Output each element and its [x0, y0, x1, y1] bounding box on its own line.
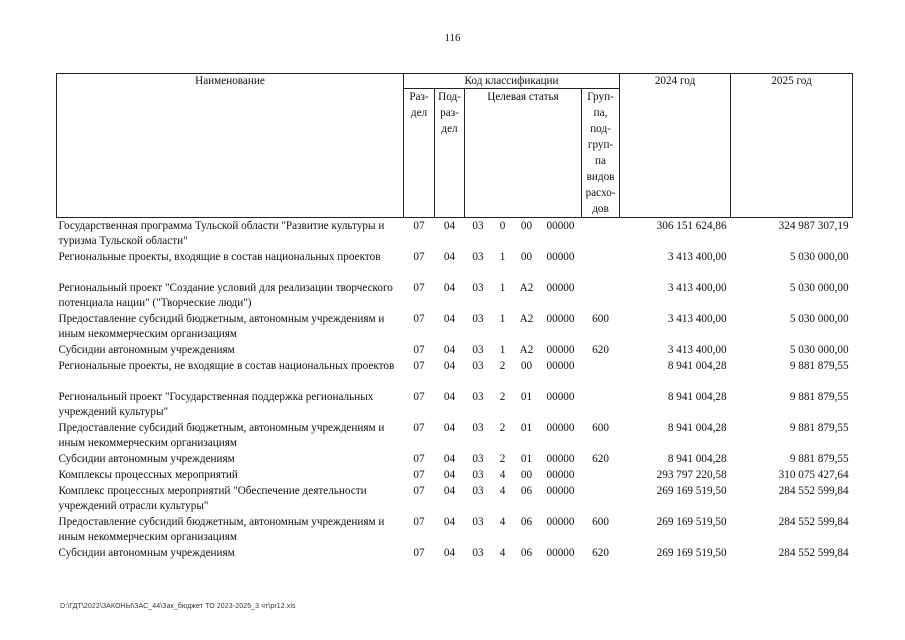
- row-target-code-4: 00000: [546, 391, 575, 403]
- table-row: [57, 249, 853, 280]
- row-target-code-2: 0: [499, 220, 506, 232]
- row-name: Комплекс процессных мероприятий "Обеспечение деятельности учреждений отрасли культуры": [58, 485, 367, 512]
- row-amount-2025: 9 881 879,55: [789, 453, 849, 465]
- header-year-2024: 2024 год: [620, 74, 731, 218]
- row-amount-2025: 284 552 599,84: [778, 485, 849, 497]
- row-section: 07: [413, 360, 425, 372]
- row-section: 07: [413, 453, 425, 465]
- table-row: [57, 451, 853, 467]
- row-target-code-1: 03: [472, 251, 484, 263]
- row-name: Субсидии автономным учреждениям: [58, 547, 235, 559]
- row-subsection: 04: [443, 360, 456, 372]
- row-subsection: 04: [443, 251, 456, 263]
- table-row: [57, 483, 853, 514]
- row-target-code-4: 00000: [546, 251, 575, 263]
- row-subsection: 04: [443, 220, 456, 232]
- row-target-code-2: 4: [499, 516, 506, 528]
- row-target-code-3: 00: [520, 360, 533, 372]
- row-name: Региональные проекты, не входящие в состав национальных проектов: [58, 360, 395, 372]
- row-expense-group: [582, 249, 620, 280]
- row-target-code-1: 03: [472, 469, 484, 481]
- row-amount-2024: 269 169 519,50: [656, 485, 727, 497]
- row-expense-group: 600: [592, 313, 609, 325]
- row-name: Государственная программа Тульской области "Развитие культуры и туризма Тульской области": [58, 220, 385, 247]
- row-target-code-3: 00: [520, 220, 533, 232]
- row-target-code-1: 03: [472, 282, 484, 294]
- row-amount-2024: 269 169 519,50: [656, 547, 727, 559]
- table-row: [57, 514, 853, 545]
- row-target-code-3: 06: [520, 485, 533, 497]
- row-target-code-4: 00000: [546, 360, 575, 372]
- row-target-code-2: 2: [499, 360, 506, 372]
- row-name: Предоставление субсидий бюджетным, автономным учреждениям и иным некоммерческим организациям: [58, 313, 385, 340]
- row-section: 07: [413, 251, 425, 263]
- row-expense-group: [582, 389, 620, 420]
- row-expense-group: [582, 218, 620, 250]
- row-target-code-4: 00000: [546, 516, 575, 528]
- row-amount-2025: 284 552 599,84: [778, 516, 849, 528]
- row-amount-2025: 5 030 000,00: [789, 251, 849, 263]
- row-amount-2024: 3 413 400,00: [667, 313, 727, 325]
- header-subsection: Под- раз- дел: [435, 89, 465, 218]
- row-amount-2024: 306 151 624,86: [656, 220, 727, 232]
- row-target-code-4: 00000: [546, 485, 575, 497]
- row-target-code-4: 00000: [546, 469, 575, 481]
- row-target-code-4: 00000: [546, 344, 575, 356]
- row-expense-group: [582, 467, 620, 483]
- row-subsection: 04: [443, 313, 456, 325]
- row-name: Субсидии автономным учреждениям: [58, 453, 235, 465]
- row-target-code-2: 1: [499, 251, 506, 263]
- table-row: [57, 311, 853, 342]
- row-name: Комплексы процессных мероприятий: [58, 469, 238, 481]
- row-expense-group: [582, 280, 620, 311]
- row-target-code-4: 00000: [546, 313, 575, 325]
- row-target-code-3: А2: [519, 282, 534, 294]
- row-amount-2024: 8 941 004,28: [667, 391, 727, 403]
- row-target-code-1: 03: [472, 485, 484, 497]
- header-name: Наименование: [57, 74, 404, 218]
- row-name: Региональные проекты, входящие в состав национальных проектов: [58, 251, 381, 263]
- row-expense-group: [582, 358, 620, 389]
- page-number: 116: [444, 32, 461, 44]
- row-subsection: 04: [443, 391, 456, 403]
- row-amount-2025: 9 881 879,55: [789, 360, 849, 372]
- row-target-code-1: 03: [472, 391, 484, 403]
- row-section: 07: [413, 469, 425, 481]
- row-amount-2025: 5 030 000,00: [789, 282, 849, 294]
- row-name: Предоставление субсидий бюджетным, автономным учреждениям и иным некоммерческим организациям: [58, 422, 385, 449]
- row-expense-group: [582, 483, 620, 514]
- row-subsection: 04: [443, 485, 456, 497]
- row-amount-2025: 310 075 427,64: [778, 469, 849, 481]
- table-row: [57, 420, 853, 451]
- row-amount-2024: 3 413 400,00: [667, 251, 727, 263]
- row-target-code-1: 03: [472, 220, 484, 232]
- row-target-code-3: 01: [520, 422, 533, 434]
- row-target-code-1: 03: [472, 422, 484, 434]
- row-section: 07: [413, 485, 425, 497]
- row-amount-2024: 8 941 004,28: [667, 422, 727, 434]
- row-subsection: 04: [443, 282, 456, 294]
- row-subsection: 04: [443, 422, 456, 434]
- budget-table-container: [56, 73, 852, 561]
- row-target-code-4: 00000: [546, 220, 575, 232]
- row-target-code-1: 03: [472, 344, 484, 356]
- row-subsection: 04: [443, 453, 456, 465]
- table-row: [57, 358, 853, 389]
- row-target-code-4: 00000: [546, 422, 575, 434]
- row-section: 07: [413, 344, 425, 356]
- row-name: Субсидии автономным учреждениям: [58, 344, 235, 356]
- row-amount-2025: 5 030 000,00: [789, 313, 849, 325]
- row-target-code-2: 4: [499, 469, 506, 481]
- row-section: 07: [413, 282, 425, 294]
- row-section: 07: [413, 516, 425, 528]
- row-target-code-4: 00000: [546, 453, 575, 465]
- row-section: 07: [413, 547, 425, 559]
- row-target-code-3: 01: [520, 391, 533, 403]
- row-target-code-2: 2: [499, 391, 506, 403]
- row-target-code-2: 1: [499, 344, 506, 356]
- header-expense-group: Груп- па, под- груп- па видов расхо- дов: [582, 89, 620, 218]
- row-target-code-2: 4: [499, 547, 506, 559]
- table-body: [57, 218, 853, 562]
- row-amount-2025: 324 987 307,19: [778, 220, 849, 232]
- row-amount-2024: 293 797 220,58: [656, 469, 727, 481]
- row-amount-2024: 8 941 004,28: [667, 360, 727, 372]
- row-subsection: 04: [443, 547, 456, 559]
- row-section: 07: [413, 220, 425, 232]
- row-subsection: 04: [443, 344, 456, 356]
- row-target-code-2: 4: [499, 485, 506, 497]
- row-target-code-2: 1: [499, 313, 506, 325]
- row-section: 07: [413, 391, 425, 403]
- row-target-code-1: 03: [472, 313, 484, 325]
- row-subsection: 04: [443, 516, 456, 528]
- table-row: [57, 342, 853, 358]
- header-year-2025: 2025 год: [731, 74, 853, 218]
- row-target-code-3: А2: [519, 344, 534, 356]
- row-amount-2025: 5 030 000,00: [789, 344, 849, 356]
- row-subsection: 04: [443, 469, 456, 481]
- footer-file-path: D:\ГДТ\2022\ЗАКОНЫ\ЗАС_44\Зак_бюджет ТО 2023-2025_3 чт\pr12.xls: [60, 603, 296, 610]
- row-name: Предоставление субсидий бюджетным, автономным учреждениям и иным некоммерческим организациям: [58, 516, 385, 543]
- row-target-code-4: 00000: [546, 282, 575, 294]
- header-section: Раз- дел: [404, 89, 435, 218]
- row-expense-group: 620: [592, 547, 609, 559]
- row-amount-2025: 9 881 879,55: [789, 422, 849, 434]
- row-target-code-1: 03: [472, 516, 484, 528]
- row-target-code-3: 00: [520, 469, 533, 481]
- row-target-code-1: 03: [472, 453, 484, 465]
- row-target-code-2: 2: [499, 422, 506, 434]
- table-row: [57, 218, 853, 250]
- table-row: [57, 389, 853, 420]
- row-expense-group: 620: [592, 344, 609, 356]
- row-target-code-3: А2: [519, 313, 534, 325]
- row-amount-2025: 9 881 879,55: [789, 391, 849, 403]
- row-target-code-3: 06: [520, 547, 533, 559]
- row-target-code-3: 00: [520, 251, 533, 263]
- row-name: Региональный проект "Государственная поддержка региональных учреждений культуры": [58, 391, 374, 418]
- row-amount-2024: 3 413 400,00: [667, 282, 727, 294]
- table-row: [57, 280, 853, 311]
- row-expense-group: 600: [592, 422, 609, 434]
- row-expense-group: 600: [592, 516, 609, 528]
- row-target-code-3: 06: [520, 516, 533, 528]
- table-row: [57, 467, 853, 483]
- row-target-code-2: 1: [499, 282, 506, 294]
- row-target-code-2: 2: [499, 453, 506, 465]
- row-amount-2025: 284 552 599,84: [778, 547, 849, 559]
- budget-table: [56, 73, 853, 561]
- table-row: [57, 545, 853, 561]
- header-classification-code: Код классификации: [404, 74, 620, 89]
- row-section: 07: [413, 422, 425, 434]
- row-expense-group: 620: [592, 453, 609, 465]
- row-section: 07: [413, 313, 425, 325]
- row-amount-2024: 3 413 400,00: [667, 344, 727, 356]
- row-target-code-4: 00000: [546, 547, 575, 559]
- row-amount-2024: 269 169 519,50: [656, 516, 727, 528]
- row-target-code-1: 03: [472, 360, 484, 372]
- table-header: [57, 74, 853, 218]
- row-name: Региональный проект "Создание условий для реализации творческого потенциала нации" ("Творческие люди"): [58, 282, 393, 309]
- row-target-code-1: 03: [472, 547, 484, 559]
- row-amount-2024: 8 941 004,28: [667, 453, 727, 465]
- row-target-code-3: 01: [520, 453, 533, 465]
- header-target-article: Целевая статья: [465, 89, 582, 218]
